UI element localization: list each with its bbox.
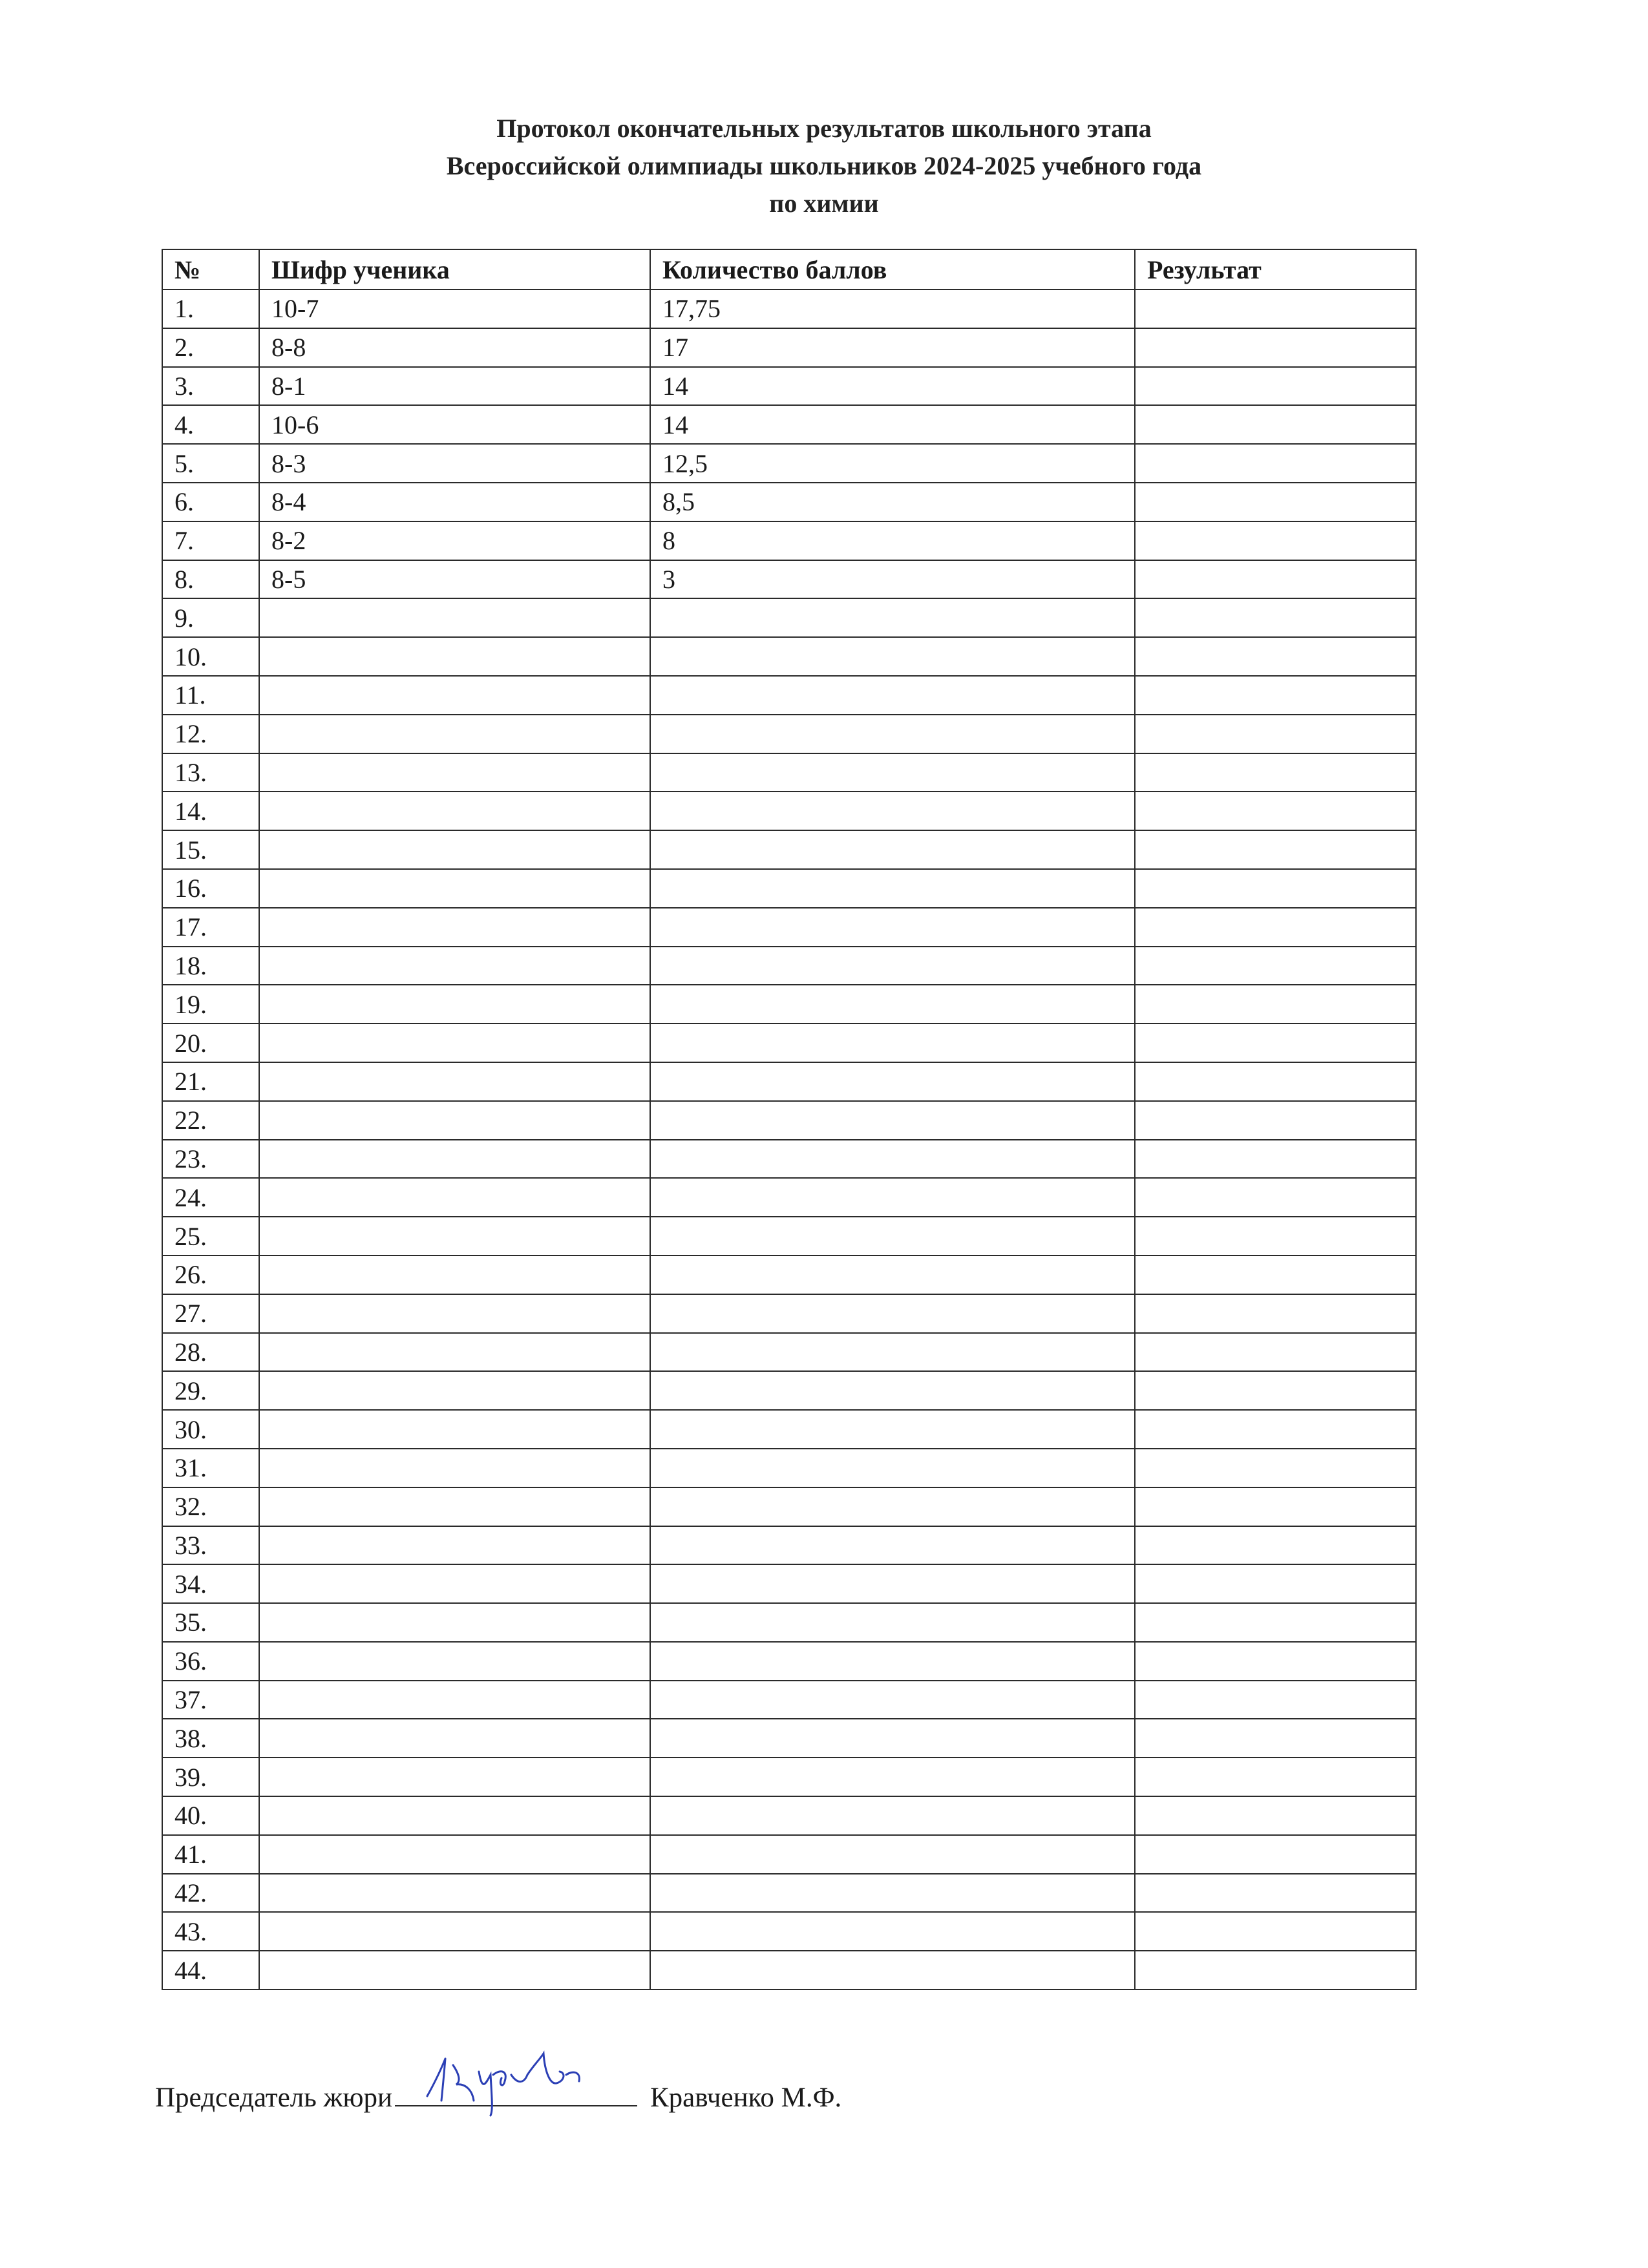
result-cell (1135, 1526, 1416, 1565)
row-number-cell: 7. (162, 521, 259, 560)
row-number-cell: 35. (162, 1603, 259, 1642)
student-code-cell (259, 1101, 650, 1140)
score-cell: 8 (650, 521, 1135, 560)
table-row (162, 1140, 1416, 1179)
student-code-cell (259, 1371, 650, 1410)
result-cell (1135, 1912, 1416, 1951)
score-cell (650, 1951, 1135, 1990)
student-code-cell (259, 985, 650, 1024)
row-number-cell: 30. (162, 1410, 259, 1449)
row-number-cell: 38. (162, 1719, 259, 1758)
table-row (162, 1024, 1416, 1062)
table-row (162, 1333, 1416, 1372)
row-number-cell: 10. (162, 637, 259, 676)
student-code-cell (259, 1178, 650, 1217)
result-cell (1135, 1874, 1416, 1913)
result-cell (1135, 1835, 1416, 1874)
score-cell (650, 598, 1135, 637)
student-code-cell: 10-7 (259, 289, 650, 328)
score-cell (650, 1487, 1135, 1526)
result-cell (1135, 1140, 1416, 1179)
score-cell (650, 1603, 1135, 1642)
result-cell (1135, 715, 1416, 753)
score-cell: 17 (650, 328, 1135, 367)
score-cell (650, 1371, 1135, 1410)
table-row (162, 1526, 1416, 1565)
title-line-3: по химии (769, 189, 879, 218)
row-number-cell: 23. (162, 1140, 259, 1179)
result-cell (1135, 1294, 1416, 1333)
result-cell (1135, 328, 1416, 367)
result-cell (1135, 1101, 1416, 1140)
student-code-cell: 8-1 (259, 367, 650, 406)
result-cell (1135, 1062, 1416, 1101)
row-number-cell: 3. (162, 367, 259, 406)
row-number-cell: 29. (162, 1371, 259, 1410)
row-number-cell: 24. (162, 1178, 259, 1217)
row-number-cell: 4. (162, 405, 259, 444)
row-number-cell: 1. (162, 289, 259, 328)
student-code-cell (259, 1796, 650, 1835)
header-num: № (162, 249, 259, 289)
table-row (162, 1255, 1416, 1294)
table-row (162, 521, 1416, 560)
student-code-cell (259, 753, 650, 792)
score-cell (650, 1835, 1135, 1874)
student-code-cell (259, 1410, 650, 1449)
table-row (162, 985, 1416, 1024)
score-cell (650, 1062, 1135, 1101)
row-number-cell: 20. (162, 1024, 259, 1062)
table-row (162, 1758, 1416, 1796)
row-number-cell: 36. (162, 1642, 259, 1681)
student-code-cell (259, 1140, 650, 1179)
row-number-cell: 15. (162, 830, 259, 869)
table-row (162, 1796, 1416, 1835)
table-row (162, 405, 1416, 444)
score-cell: 14 (650, 405, 1135, 444)
student-code-cell (259, 1912, 650, 1951)
score-cell (650, 1526, 1135, 1565)
row-number-cell: 26. (162, 1255, 259, 1294)
result-cell (1135, 947, 1416, 985)
student-code-cell (259, 1449, 650, 1487)
result-cell (1135, 1681, 1416, 1719)
score-cell (650, 715, 1135, 753)
result-cell (1135, 444, 1416, 483)
row-number-cell: 39. (162, 1758, 259, 1796)
table-body (162, 289, 1416, 1990)
score-cell (650, 908, 1135, 947)
table-row (162, 1564, 1416, 1603)
result-cell (1135, 560, 1416, 599)
result-cell (1135, 367, 1416, 406)
score-cell (650, 869, 1135, 908)
table-header-row (162, 249, 1416, 289)
table-row (162, 1681, 1416, 1719)
score-cell (650, 1681, 1135, 1719)
row-number-cell: 44. (162, 1951, 259, 1990)
result-cell (1135, 1951, 1416, 1990)
score-cell (650, 1255, 1135, 1294)
row-number-cell: 40. (162, 1796, 259, 1835)
score-cell: 17,75 (650, 289, 1135, 328)
result-cell (1135, 483, 1416, 521)
table-row (162, 598, 1416, 637)
row-number-cell: 2. (162, 328, 259, 367)
result-cell (1135, 869, 1416, 908)
table-row (162, 1642, 1416, 1681)
score-cell (650, 1140, 1135, 1179)
row-number-cell: 14. (162, 792, 259, 830)
student-code-cell (259, 830, 650, 869)
header-student-code: Шифр ученика (259, 249, 650, 289)
student-code-cell: 10-6 (259, 405, 650, 444)
student-code-cell: 8-2 (259, 521, 650, 560)
student-code-cell (259, 947, 650, 985)
result-cell (1135, 637, 1416, 676)
student-code-cell (259, 869, 650, 908)
student-code-cell (259, 792, 650, 830)
score-cell (650, 830, 1135, 869)
row-number-cell: 34. (162, 1564, 259, 1603)
row-number-cell: 16. (162, 869, 259, 908)
table-row (162, 1062, 1416, 1101)
jury-chair-name: Кравченко М.Ф. (650, 2083, 842, 2113)
table-row (162, 1217, 1416, 1255)
score-cell (650, 1024, 1135, 1062)
table-row (162, 869, 1416, 908)
score-cell (650, 1449, 1135, 1487)
title-line-2: Всероссийской олимпиады школьников 2024-2025 учебного года (446, 151, 1202, 180)
row-number-cell: 43. (162, 1912, 259, 1951)
student-code-cell (259, 1526, 650, 1565)
score-cell (650, 1294, 1135, 1333)
table-row (162, 1487, 1416, 1526)
row-number-cell: 22. (162, 1101, 259, 1140)
row-number-cell: 41. (162, 1835, 259, 1874)
signature-line (395, 2079, 637, 2106)
result-cell (1135, 1255, 1416, 1294)
result-cell (1135, 1178, 1416, 1217)
result-cell (1135, 1217, 1416, 1255)
result-cell (1135, 1719, 1416, 1758)
handwritten-signature (421, 2046, 589, 2117)
student-code-cell (259, 1487, 650, 1526)
score-cell (650, 1796, 1135, 1835)
row-number-cell: 9. (162, 598, 259, 637)
row-number-cell: 8. (162, 560, 259, 599)
student-code-cell (259, 1564, 650, 1603)
row-number-cell: 17. (162, 908, 259, 947)
table-row (162, 1874, 1416, 1913)
result-cell (1135, 1024, 1416, 1062)
result-cell (1135, 1371, 1416, 1410)
result-cell (1135, 1333, 1416, 1372)
score-cell (650, 1874, 1135, 1913)
table-row (162, 637, 1416, 676)
student-code-cell (259, 715, 650, 753)
row-number-cell: 5. (162, 444, 259, 483)
student-code-cell (259, 1951, 650, 1990)
row-number-cell: 33. (162, 1526, 259, 1565)
score-cell: 14 (650, 367, 1135, 406)
result-cell (1135, 985, 1416, 1024)
table-row (162, 676, 1416, 715)
score-cell (650, 1333, 1135, 1372)
header-score: Количество баллов (650, 249, 1135, 289)
score-cell: 3 (650, 560, 1135, 599)
score-cell (650, 753, 1135, 792)
student-code-cell (259, 1024, 650, 1062)
row-number-cell: 25. (162, 1217, 259, 1255)
row-number-cell: 21. (162, 1062, 259, 1101)
student-code-cell (259, 1217, 650, 1255)
student-code-cell (259, 1642, 650, 1681)
row-number-cell: 27. (162, 1294, 259, 1333)
table-row (162, 1449, 1416, 1487)
table-row (162, 1951, 1416, 1990)
result-cell (1135, 676, 1416, 715)
score-cell (650, 947, 1135, 985)
table-row (162, 444, 1416, 483)
row-number-cell: 18. (162, 947, 259, 985)
row-number-cell: 12. (162, 715, 259, 753)
student-code-cell (259, 908, 650, 947)
student-code-cell: 8-8 (259, 328, 650, 367)
row-number-cell: 28. (162, 1333, 259, 1372)
student-code-cell (259, 1835, 650, 1874)
row-number-cell: 13. (162, 753, 259, 792)
table-row (162, 830, 1416, 869)
student-code-cell (259, 1333, 650, 1372)
table-row (162, 1912, 1416, 1951)
result-cell (1135, 1796, 1416, 1835)
jury-chair-label: Председатель жюри (155, 2083, 392, 2113)
result-cell (1135, 1642, 1416, 1681)
result-cell (1135, 1758, 1416, 1796)
table-row (162, 560, 1416, 599)
score-cell (650, 1178, 1135, 1217)
score-cell (650, 1217, 1135, 1255)
table-row (162, 328, 1416, 367)
results-table (162, 249, 1417, 1990)
score-cell (650, 1719, 1135, 1758)
result-cell (1135, 1603, 1416, 1642)
document-title (0, 110, 1648, 222)
row-number-cell: 32. (162, 1487, 259, 1526)
score-cell: 8,5 (650, 483, 1135, 521)
score-cell (650, 1410, 1135, 1449)
table-row (162, 715, 1416, 753)
student-code-cell (259, 1294, 650, 1333)
result-cell (1135, 598, 1416, 637)
table-row (162, 289, 1416, 328)
table-row (162, 947, 1416, 985)
student-code-cell: 8-5 (259, 560, 650, 599)
title-line-1: Протокол окончательных результатов школьного этапа (496, 114, 1152, 143)
table-row (162, 1371, 1416, 1410)
result-cell (1135, 792, 1416, 830)
table-row (162, 1101, 1416, 1140)
student-code-cell (259, 598, 650, 637)
table-row (162, 1603, 1416, 1642)
student-code-cell (259, 637, 650, 676)
row-number-cell: 42. (162, 1874, 259, 1913)
result-cell (1135, 1487, 1416, 1526)
score-cell (650, 637, 1135, 676)
score-cell (650, 1758, 1135, 1796)
table-row (162, 1294, 1416, 1333)
row-number-cell: 11. (162, 676, 259, 715)
student-code-cell: 8-3 (259, 444, 650, 483)
student-code-cell (259, 1874, 650, 1913)
score-cell (650, 1642, 1135, 1681)
row-number-cell: 31. (162, 1449, 259, 1487)
result-cell (1135, 1449, 1416, 1487)
score-cell (650, 676, 1135, 715)
result-cell (1135, 830, 1416, 869)
student-code-cell (259, 1758, 650, 1796)
table-row (162, 753, 1416, 792)
result-cell (1135, 753, 1416, 792)
signature-block (155, 2079, 841, 2114)
table-row (162, 1719, 1416, 1758)
score-cell (650, 985, 1135, 1024)
student-code-cell (259, 1062, 650, 1101)
score-cell (650, 1912, 1135, 1951)
score-cell (650, 792, 1135, 830)
table-row (162, 792, 1416, 830)
table-row (162, 1178, 1416, 1217)
score-cell (650, 1564, 1135, 1603)
row-number-cell: 37. (162, 1681, 259, 1719)
row-number-cell: 19. (162, 985, 259, 1024)
student-code-cell: 8-4 (259, 483, 650, 521)
table-row (162, 483, 1416, 521)
result-cell (1135, 1410, 1416, 1449)
result-cell (1135, 289, 1416, 328)
result-cell (1135, 1564, 1416, 1603)
result-cell (1135, 521, 1416, 560)
student-code-cell (259, 1603, 650, 1642)
table-row (162, 908, 1416, 947)
table-row (162, 1835, 1416, 1874)
student-code-cell (259, 1681, 650, 1719)
score-cell: 12,5 (650, 444, 1135, 483)
result-cell (1135, 405, 1416, 444)
header-result: Результат (1135, 249, 1416, 289)
student-code-cell (259, 1255, 650, 1294)
score-cell (650, 1101, 1135, 1140)
table-row (162, 1410, 1416, 1449)
table-row (162, 367, 1416, 406)
result-cell (1135, 908, 1416, 947)
student-code-cell (259, 1719, 650, 1758)
student-code-cell (259, 676, 650, 715)
row-number-cell: 6. (162, 483, 259, 521)
